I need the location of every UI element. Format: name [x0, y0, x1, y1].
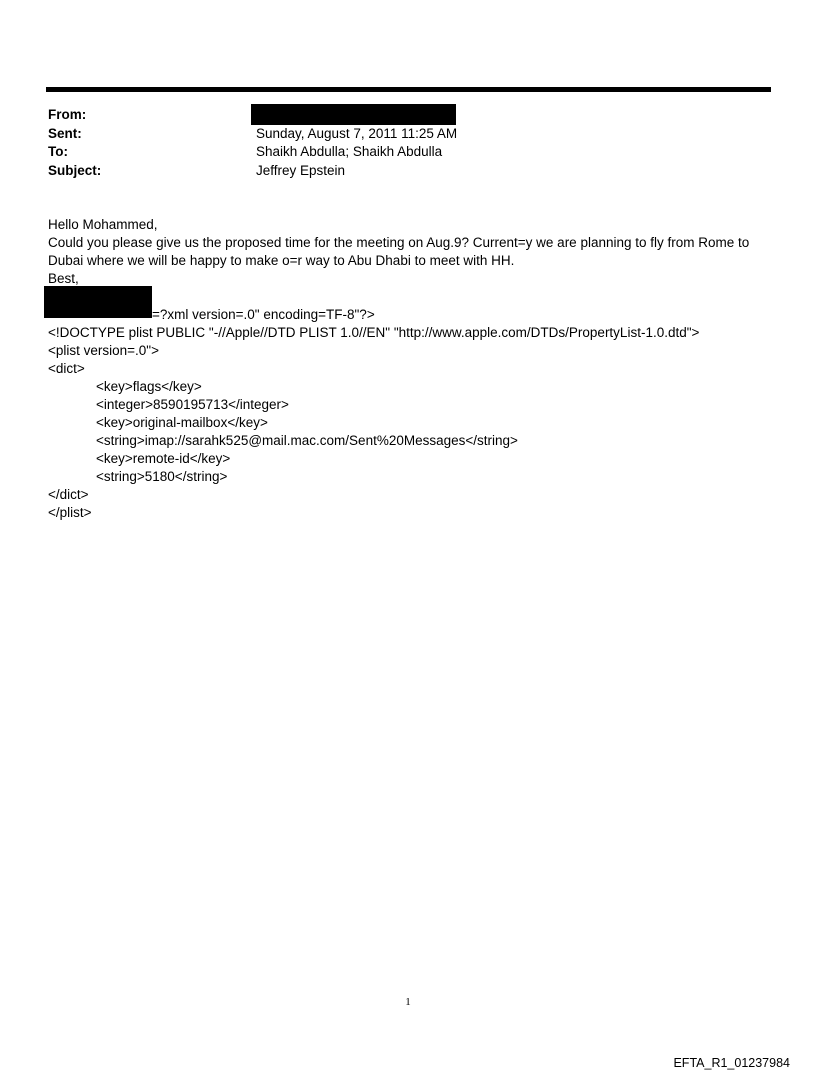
from-label: From: [48, 107, 87, 122]
document-id: EFTA_R1_01237984 [673, 1056, 790, 1070]
xml-dict-open: <dict> [48, 361, 85, 376]
xml-plist-close: </plist> [48, 505, 92, 520]
top-rule [46, 87, 771, 92]
xml-doctype: <!DOCTYPE plist PUBLIC "-//Apple//DTD PLIST 1.0//EN" "http://www.apple.com/DTDs/PropertyList-1.0.dtd"> [48, 325, 700, 340]
subject-value: Jeffrey Epstein [256, 162, 346, 178]
page-number: 1 [405, 996, 411, 1008]
xml-entry: <string>imap://sarahk525@mail.mac.com/Sent%20Messages</string> [96, 433, 518, 448]
xml-entry: <key>remote-id</key> [96, 451, 231, 466]
sent-value: Sunday, August 7, 2011 11:25 AM [256, 125, 458, 141]
greeting: Hello Mohammed, [48, 217, 158, 232]
subject-label: Subject: [48, 162, 102, 178]
to-value: Shaikh Abdulla; Shaikh Abdulla [256, 144, 443, 159]
to-row [48, 143, 748, 162]
sent-row [48, 125, 748, 144]
plist-xml-block [48, 306, 768, 522]
email-body [48, 216, 768, 288]
to-label: To: [48, 144, 68, 159]
closing: Best, [48, 271, 79, 286]
xml-declaration: =?xml version=.0" encoding=TF-8"?> [152, 307, 375, 322]
body-line-1: Could you please give us the proposed time for the meeting on Aug.9? Current=y we are planning to fly from Rome to [48, 235, 750, 250]
sent-label: Sent: [48, 125, 82, 141]
body-line-2: Dubai where we will be happy to make o=r way to Abu Dhabi to meet with HH. [48, 253, 515, 268]
xml-entry: <key>flags</key> [96, 379, 202, 394]
subject-row [48, 162, 748, 181]
xml-plist-open: <plist version=.0"> [48, 343, 159, 358]
xml-entry: <string>5180</string> [96, 469, 228, 484]
xml-line-spacer [48, 306, 768, 324]
xml-entry: <key>original-mailbox</key> [96, 415, 268, 430]
xml-entry: <integer>8590195713</integer> [96, 397, 289, 412]
xml-dict-close: </dict> [48, 487, 89, 502]
redaction-box-from [251, 104, 456, 125]
